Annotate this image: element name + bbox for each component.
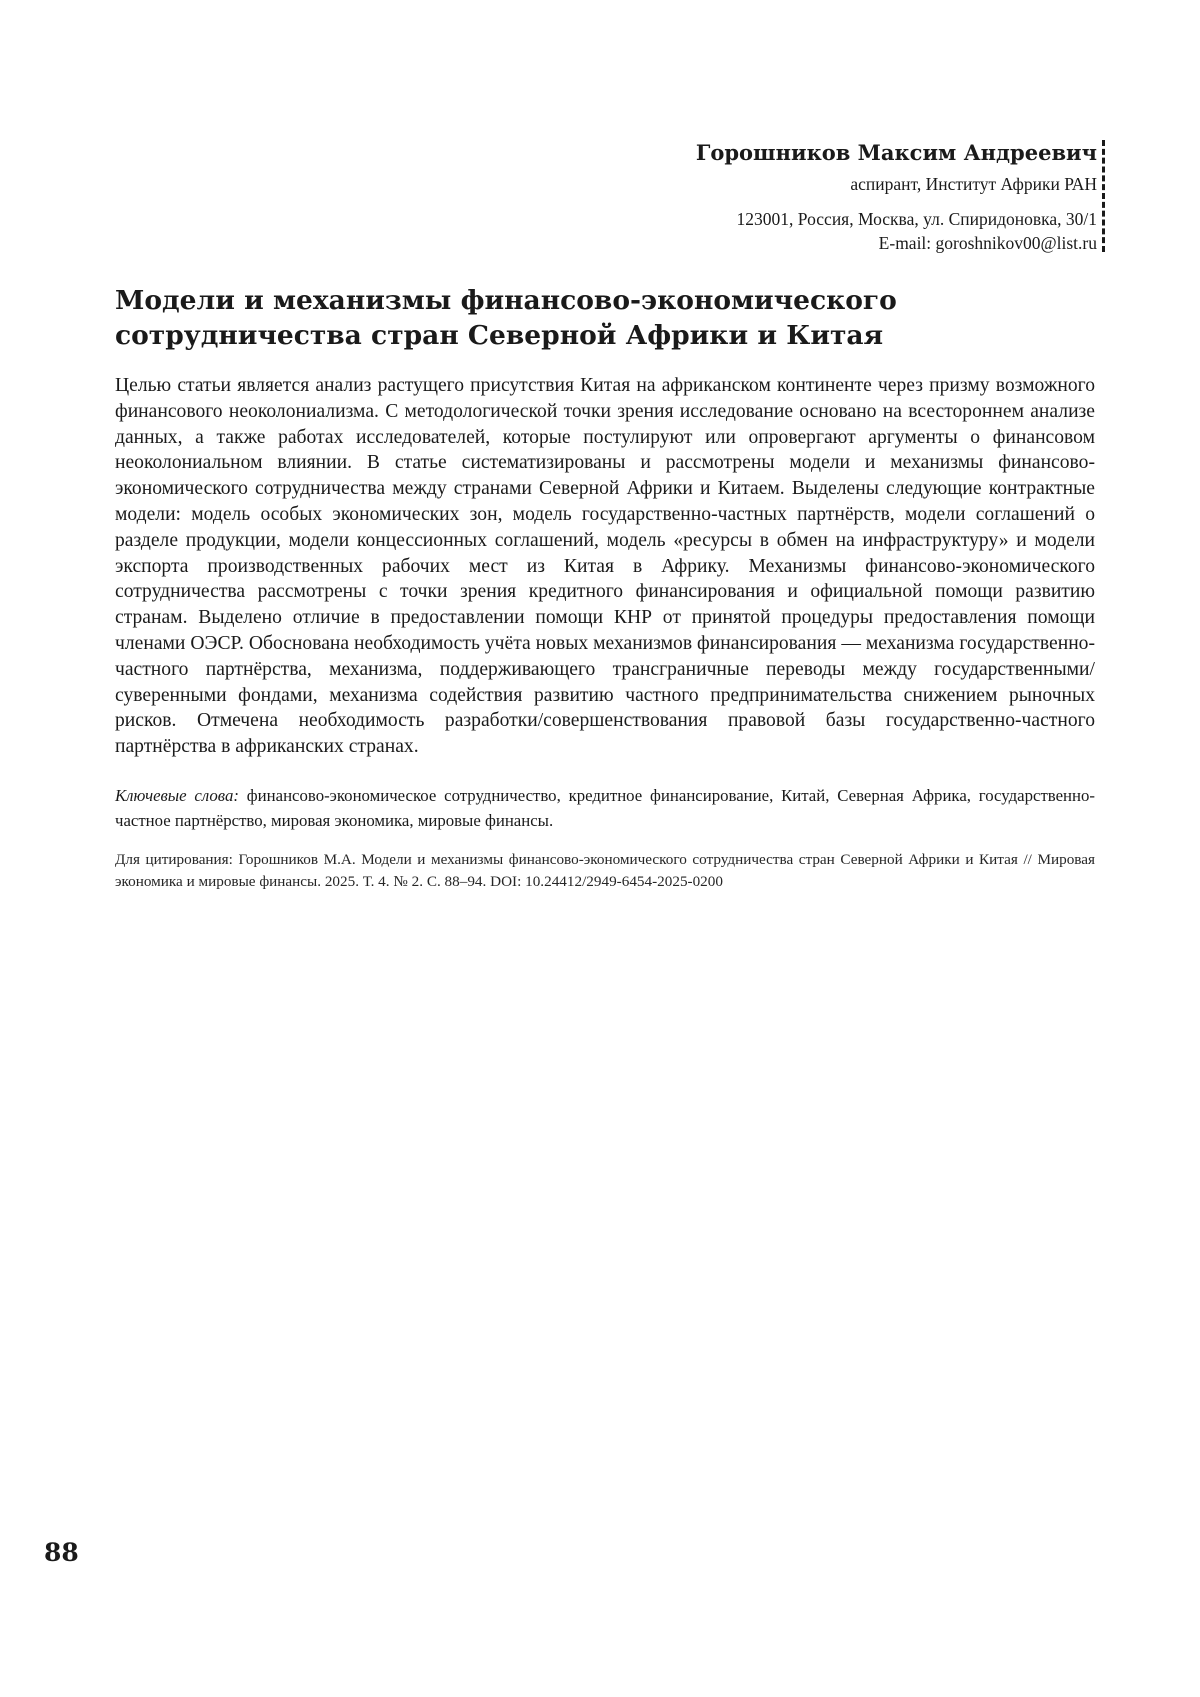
author-affiliation: аспирант, Институт Африки РАН <box>850 174 1097 194</box>
citation: Для цитирования: Горошников М.А. Модели и механизмы финансово-экономического сотрудничества стран Северной Африки и Китая // Мировая экономика и мировые финансы. 2025. Т. 4. № 2. С. 88–94. DOI: 10.24412/2949-6454-2025-0200 <box>115 851 1095 890</box>
keywords-paragraph <box>115 784 1095 833</box>
keywords-label: Ключевые слова: <box>115 786 239 805</box>
article-title: Модели и механизмы финансово-экономического сотрудничества стран Северной Африки и Китая <box>115 285 897 351</box>
keywords-list: финансово-экономическое сотрудничество, кредитное финансирование, Китай, Северная Африка, государственно-частное партнёрство, мировая экономика, мировые финансы. <box>115 786 1095 830</box>
author-block <box>537 138 1097 255</box>
article-abstract: Целью статьи является анализ растущего присутствия Китая на африканском континенте через призму возможного финансового неоколониализма. С методологической точки зрения исследование основано на всестороннем анализе данных, а также работах исследователей, которые постулируют или опровергают аргументы о финансовом неоколониальном влиянии. В статье систематизированы и рассмотрены модели и механизмы финансово-экономического сотрудничества между странами Северной Африки и Китаем. Выделены следующие контрактные модели: модель особых экономических зон, модель государственно-частных партнёрств, модели соглашений о разделе продукции, модели концессионных соглашений, модель «ресурсы в обмен на инфраструктуру» и модели экспорта производственных рабочих мест из Китая в Африку. Механизмы финансово-экономического сотрудничества рассмотрены с точки зрения кредитного финансирования и официальной помощи развитию странам. Выделено отличие в предоставлении помощи КНР от принятой процедуры предоставления помощи членами ОЭСР. Обоснована необходимость учёта новых механизмов финансирования — механизма государственно-частного партнёрства, механизма, поддерживающего трансграничные переводы между государственными/суверенными фондами, механизма содействия развитию частного предпринимательства снижением рыночных рисков. Отмечена необходимость разработки/совершенствования правовой базы государственно-частного партнёрства в африканских странах. <box>115 375 1095 758</box>
author-email: E-mail: goroshnikov00@list.ru <box>878 233 1097 253</box>
page-number: 88 <box>44 1538 79 1567</box>
author-block-dashed-rule <box>1102 140 1105 252</box>
author-address: 123001, Россия, Москва, ул. Спиридоновка, 30/1 <box>736 209 1097 229</box>
author-name: Горошников Максим Андреевич <box>695 140 1097 165</box>
